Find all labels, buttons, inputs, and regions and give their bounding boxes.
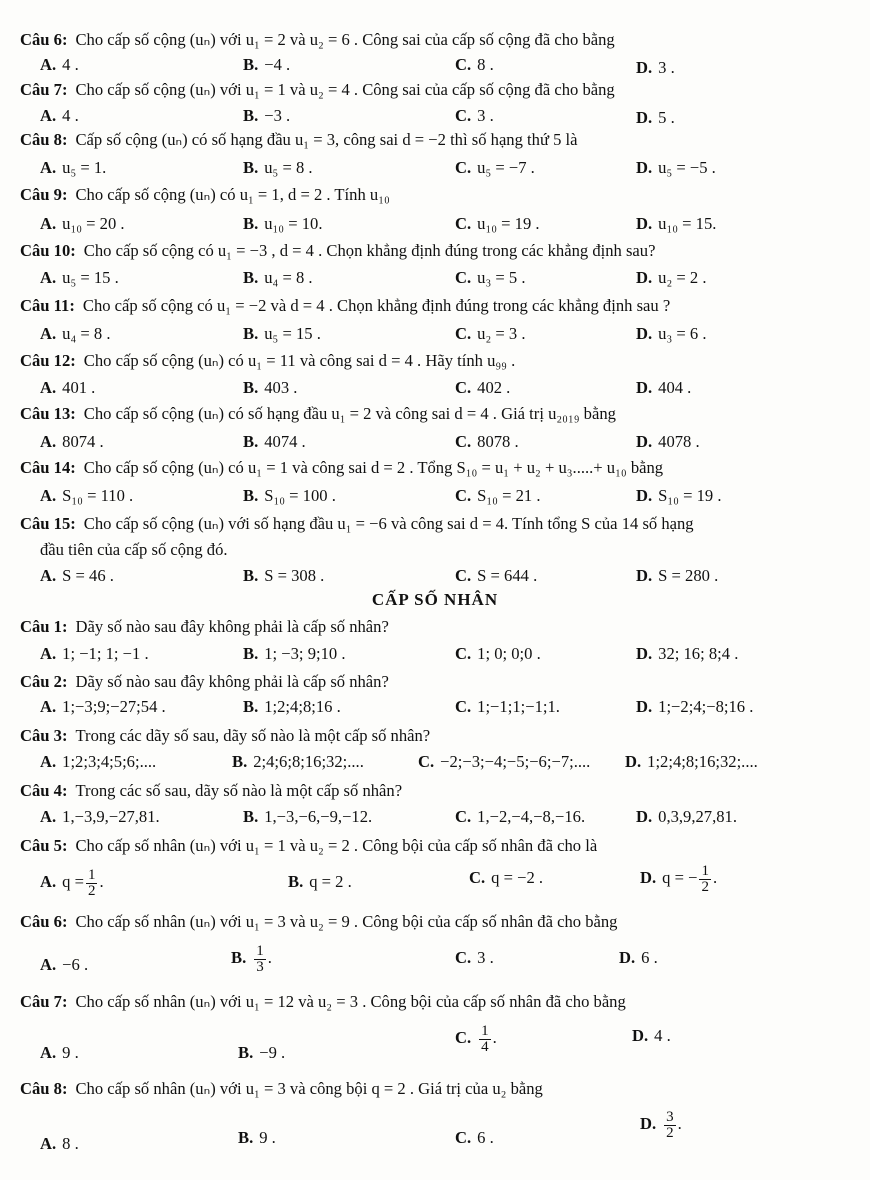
option-c xyxy=(455,486,541,506)
question-stem xyxy=(20,185,856,205)
option-a xyxy=(40,324,110,344)
text: Câu 11: xyxy=(20,296,75,315)
fraction xyxy=(86,868,98,899)
option-c xyxy=(469,868,543,888)
text: Cho cấp số nhân (uₙ) với u₁ = 12 và u₂ = 3 . Công bội của cấp số nhân đã cho bằng xyxy=(75,992,626,1011)
option-label: A. xyxy=(40,324,57,343)
option-label: C. xyxy=(455,486,472,505)
option-c xyxy=(455,158,535,178)
option-label: A. xyxy=(40,807,57,826)
text: Dãy số nào sau đây không phải là cấp số nhân? xyxy=(75,617,389,636)
option-b xyxy=(243,324,321,344)
option-label: B. xyxy=(243,324,259,343)
text: 3 . xyxy=(658,58,675,77)
question-number: Câu 6: xyxy=(20,30,68,49)
option-label: D. xyxy=(636,486,653,505)
text: 4 . xyxy=(62,106,79,125)
text: Cho cấp số cộng (uₙ) với u₁ = 1 và u₂ = 4 . Công sai của cấp số cộng đã cho bằng xyxy=(75,80,615,99)
option-d xyxy=(632,1026,671,1046)
text: q = −2 . xyxy=(491,868,544,887)
text: S₁₀ = 110 . xyxy=(62,486,134,505)
option-c xyxy=(418,752,590,772)
option-label: C. xyxy=(455,566,472,585)
option-d xyxy=(636,108,675,128)
text: S₁₀ = 19 . xyxy=(658,486,722,505)
text: Cho cấp số cộng (uₙ) với số hạng đầu u₁ = −6 và công sai d = 4. Tính tổng S của 14 số hạng xyxy=(83,514,694,533)
option-label: C. xyxy=(455,948,472,967)
text: u₅ = −5 . xyxy=(658,158,716,177)
option-c xyxy=(455,948,494,968)
option-label: D. xyxy=(636,807,653,826)
option-a xyxy=(40,697,166,717)
text: 1;−2;4;−8;16 . xyxy=(658,697,754,716)
option-label: A. xyxy=(40,644,57,663)
option-a xyxy=(40,432,104,452)
text: 1;2;4;8;16 . xyxy=(264,697,341,716)
option-b xyxy=(243,106,290,126)
option-label: D. xyxy=(636,432,653,451)
question-stem xyxy=(20,726,856,746)
option-label: C. xyxy=(455,1028,472,1047)
option-b xyxy=(243,432,306,452)
option-a xyxy=(40,55,79,75)
question-stem xyxy=(20,404,856,424)
text: . xyxy=(677,1114,682,1133)
option-label: C. xyxy=(455,432,472,451)
option-a xyxy=(40,955,88,975)
option-label: B. xyxy=(243,807,259,826)
option-b xyxy=(243,486,336,506)
option-d xyxy=(636,158,716,178)
text: Câu 14: xyxy=(20,458,76,477)
option-label: B. xyxy=(232,752,248,771)
question-stem xyxy=(20,241,856,261)
option-label: C. xyxy=(455,644,472,663)
fraction xyxy=(254,944,266,975)
option-label: B. xyxy=(288,872,304,891)
text: 2;4;6;8;16;32;.... xyxy=(253,752,364,771)
option-label: B. xyxy=(243,644,259,663)
text: 4074 . xyxy=(264,432,306,451)
option-a xyxy=(40,1043,79,1063)
text: 1; −3; 9;10 . xyxy=(264,644,346,663)
option-d xyxy=(636,58,675,78)
option-label: B. xyxy=(243,486,259,505)
option-label: D. xyxy=(636,644,653,663)
text: 9 . xyxy=(259,1128,276,1147)
text: u₁₀ = 20 . xyxy=(62,214,125,233)
text: 1; 0; 0;0 . xyxy=(477,644,541,663)
option-label: D. xyxy=(636,566,653,585)
text: . xyxy=(492,1028,497,1047)
text: S₁₀ = 21 . xyxy=(477,486,541,505)
option-label: C. xyxy=(418,752,435,771)
option-a xyxy=(40,1134,79,1154)
question-stem xyxy=(20,296,856,316)
option-label: D. xyxy=(636,324,653,343)
text: 3 xyxy=(666,1108,674,1125)
text: u₁₀ = 10. xyxy=(264,214,323,233)
option-d xyxy=(636,268,706,288)
text: 6 . xyxy=(641,948,658,967)
option-label: D. xyxy=(640,1114,657,1133)
option-a xyxy=(40,864,104,900)
text: u₂ = 2 . xyxy=(658,268,707,287)
option-b xyxy=(238,1128,276,1148)
option-label: D. xyxy=(640,868,657,887)
text: 5 . xyxy=(658,108,675,127)
option-a xyxy=(40,214,125,234)
text: Câu 2: xyxy=(20,672,68,691)
text: S = 280 . xyxy=(658,566,719,585)
option-b xyxy=(288,872,352,892)
option-b xyxy=(231,940,272,976)
option-label: A. xyxy=(40,214,57,233)
option-a xyxy=(40,807,160,827)
option-label: A. xyxy=(40,697,57,716)
text: Cho cấp số cộng (uₙ) có số hạng đầu u₁ = 2 và công sai d = 4 . Giá trị u₂₀₁₉ bằng xyxy=(83,404,616,423)
text: Câu 12: xyxy=(20,351,76,370)
text: 401 . xyxy=(62,378,96,397)
option-b xyxy=(243,214,322,234)
question-stem xyxy=(20,351,856,371)
text: Cấp số cộng (uₙ) có số hạng đầu u₁ = 3, công sai d = −2 thì số hạng thứ 5 là xyxy=(75,130,578,149)
text: u₄ = 8 . xyxy=(62,324,111,343)
option-d xyxy=(625,752,758,772)
option-label: D. xyxy=(636,58,653,77)
text: 2 xyxy=(701,878,709,895)
text: u₅ = 1. xyxy=(62,158,107,177)
option-label: A. xyxy=(40,566,57,585)
question-stem xyxy=(20,992,856,1012)
text: . xyxy=(99,872,104,891)
text: Câu 8: xyxy=(20,130,68,149)
text: . xyxy=(712,868,718,887)
option-label: B. xyxy=(243,378,259,397)
text: 3 . xyxy=(477,106,494,125)
question-stem xyxy=(20,130,856,150)
option-label: B. xyxy=(231,948,247,967)
option-label: B. xyxy=(243,566,259,585)
option-label: B. xyxy=(243,55,259,74)
text: Cho cấp số nhân (uₙ) với u₁ = 1 và u₂ = 2 . Công bội của cấp số nhân đã cho là xyxy=(75,836,598,855)
option-label: C. xyxy=(455,807,472,826)
option-label: B. xyxy=(243,214,259,233)
text: 8078 . xyxy=(477,432,519,451)
option-label: A. xyxy=(40,955,57,974)
option-a xyxy=(40,566,114,586)
text: u₅ = 8 . xyxy=(264,158,313,177)
option-label: D. xyxy=(636,378,653,397)
option-b xyxy=(243,566,324,586)
option-label: D. xyxy=(632,1026,649,1045)
option-b xyxy=(243,55,290,75)
option-label: C. xyxy=(455,158,472,177)
text: 1 xyxy=(701,862,709,879)
text: Câu 5: xyxy=(20,836,68,855)
text: 2 xyxy=(87,882,96,899)
text: q = 2 . xyxy=(309,872,352,891)
option-label: A. xyxy=(40,55,57,74)
text: 1;−3;9;−27;54 . xyxy=(62,697,166,716)
option-label: A. xyxy=(40,378,57,397)
option-label: B. xyxy=(243,697,259,716)
option-label: D. xyxy=(636,214,653,233)
option-d xyxy=(636,644,738,664)
option-d xyxy=(636,697,753,717)
option-a xyxy=(40,158,106,178)
text: 4 . xyxy=(62,55,79,74)
text: 2 xyxy=(666,1124,674,1141)
option-label: D. xyxy=(636,268,653,287)
option-label: A. xyxy=(40,432,57,451)
text: u₃ = 6 . xyxy=(658,324,707,343)
option-c xyxy=(455,644,541,664)
option-c xyxy=(455,324,525,344)
text: Câu 10: xyxy=(20,241,76,260)
text: . xyxy=(267,948,272,967)
question-stem xyxy=(20,1079,856,1099)
option-c xyxy=(455,1128,494,1148)
option-label: C. xyxy=(469,868,486,887)
option-label: D. xyxy=(636,108,653,127)
option-b xyxy=(238,1043,285,1063)
text: Cho cấp số nhân (uₙ) với u₁ = 3 và u₂ = 9 . Công bội của cấp số nhân đã cho bằng xyxy=(75,912,618,931)
question-stem xyxy=(20,458,856,478)
text: u₄ = 8 . xyxy=(264,268,313,287)
option-label: A. xyxy=(40,872,57,891)
text: Câu 1: xyxy=(20,617,68,636)
option-label: A. xyxy=(40,1043,57,1062)
text: Trong các dãy số sau, dãy số nào là một cấp số nhân? xyxy=(75,726,431,745)
text: Cho cấp số cộng có u₁ = −3 , d = 4 . Chọn khẳng định đúng trong các khẳng định sau? xyxy=(83,241,656,260)
question-stem xyxy=(20,672,856,692)
option-a xyxy=(40,268,119,288)
text: u₁₀ = 19 . xyxy=(477,214,540,233)
option-d xyxy=(636,214,716,234)
text: u₅ = −7 . xyxy=(477,158,535,177)
fraction xyxy=(699,864,711,895)
option-c xyxy=(455,55,494,75)
text: q = − xyxy=(662,868,698,887)
option-d xyxy=(636,486,722,506)
option-label: A. xyxy=(40,158,57,177)
option-label: A. xyxy=(40,106,57,125)
question-stem xyxy=(20,912,856,932)
text: 1;2;4;8;16;32;.... xyxy=(647,752,758,771)
text: u₅ = 15 . xyxy=(264,324,321,343)
option-c xyxy=(455,432,519,452)
text: −4 . xyxy=(264,55,291,74)
text: 3 xyxy=(256,958,264,975)
option-d xyxy=(636,807,737,827)
text: 1 xyxy=(481,1022,489,1039)
option-d xyxy=(636,566,718,586)
text: Câu 8: xyxy=(20,1079,68,1098)
option-label: D. xyxy=(625,752,642,771)
option-c xyxy=(455,378,510,398)
text: Cho cấp số cộng có u₁ = −2 và d = 4 . Chọn khẳng định đúng trong các khẳng định sau ? xyxy=(82,296,671,315)
option-label: A. xyxy=(40,486,57,505)
option-label: C. xyxy=(455,1128,472,1147)
question-stem xyxy=(20,30,856,50)
option-b xyxy=(243,697,341,717)
question-stem xyxy=(20,514,856,534)
text: 4078 . xyxy=(658,432,700,451)
option-label: D. xyxy=(636,158,653,177)
fraction xyxy=(664,1110,676,1141)
option-label: A. xyxy=(40,1134,57,1153)
option-label: C. xyxy=(455,324,472,343)
option-c xyxy=(455,697,560,717)
option-label: C. xyxy=(455,214,472,233)
option-a xyxy=(40,644,149,664)
text: 1,−3,−6,−9,−12. xyxy=(264,807,373,826)
text: S = 46 . xyxy=(62,566,114,585)
text: u₅ = 15 . xyxy=(62,268,119,287)
text: Câu 4: xyxy=(20,781,68,800)
text: −9 . xyxy=(259,1043,286,1062)
option-label: C. xyxy=(455,268,472,287)
text: Dãy số nào sau đây không phải là cấp số nhân? xyxy=(75,672,389,691)
text: 1,−3,9,−27,81. xyxy=(62,807,160,826)
option-b xyxy=(243,158,313,178)
option-b xyxy=(243,644,346,664)
text: 402 . xyxy=(477,378,511,397)
text: 1 xyxy=(87,866,96,883)
text: 1;2;3;4;5;6;.... xyxy=(62,752,157,771)
text: q = xyxy=(62,872,84,891)
option-label: B. xyxy=(238,1128,254,1147)
option-c xyxy=(455,268,525,288)
option-d xyxy=(636,324,706,344)
option-d xyxy=(636,432,700,452)
text: u₂ = 3 . xyxy=(477,324,526,343)
text: Trong các số sau, dãy số nào là một cấp số nhân? xyxy=(75,781,403,800)
option-b xyxy=(232,752,364,772)
text: Câu 6: xyxy=(20,912,68,931)
option-label: B. xyxy=(243,158,259,177)
question-stem xyxy=(20,617,856,637)
text: 1,−2,−4,−8,−16. xyxy=(477,807,586,826)
question-stem xyxy=(20,781,856,801)
text: −6 . xyxy=(62,955,89,974)
text: 6 . xyxy=(477,1128,494,1147)
text: u₁₀ = 15. xyxy=(658,214,717,233)
question-stem xyxy=(20,80,856,100)
text: 8074 . xyxy=(62,432,104,451)
text: 32; 16; 8;4 . xyxy=(658,644,739,663)
text: −3 . xyxy=(264,106,291,125)
question-stem-continued: đầu tiên của cấp số cộng đó. xyxy=(40,540,228,559)
option-label: A. xyxy=(40,268,57,287)
text: 1; −1; 1; −1 . xyxy=(62,644,149,663)
text: Câu 7: xyxy=(20,992,68,1011)
text: 0,3,9,27,81. xyxy=(658,807,737,826)
text: 8 . xyxy=(477,55,494,74)
text: Câu 7: xyxy=(20,80,68,99)
option-label: C. xyxy=(455,106,472,125)
text: 4 xyxy=(481,1038,489,1055)
text: Cho cấp số nhân (uₙ) với u₁ = 3 và công bội q = 2 . Giá trị của u₂ bằng xyxy=(75,1079,543,1098)
text: Cho cấp số cộng (uₙ) có u₁ = 1, d = 2 . Tính u₁₀ xyxy=(75,185,390,204)
option-c xyxy=(455,106,494,126)
text: 1 xyxy=(256,942,264,959)
text: 403 . xyxy=(264,378,298,397)
text: 404 . xyxy=(658,378,692,397)
text: Câu 9: xyxy=(20,185,68,204)
option-c xyxy=(455,807,585,827)
option-a xyxy=(40,486,133,506)
text: 4 . xyxy=(654,1026,671,1045)
option-d xyxy=(619,948,658,968)
option-label: A. xyxy=(40,752,57,771)
text: Câu 15: xyxy=(20,514,76,533)
option-c xyxy=(455,214,540,234)
fraction xyxy=(479,1024,491,1055)
option-label: B. xyxy=(243,432,259,451)
text: 8 . xyxy=(62,1134,79,1153)
text: −2;−3;−4;−5;−6;−7;.... xyxy=(440,752,591,771)
text: S = 644 . xyxy=(477,566,538,585)
text: S₁₀ = 100 . xyxy=(264,486,336,505)
text: 1;−1;1;−1;1. xyxy=(477,697,560,716)
text: 9 . xyxy=(62,1043,79,1062)
option-b xyxy=(243,268,313,288)
text: Câu 13: xyxy=(20,404,76,423)
text: Cho cấp số cộng (uₙ) có u₁ = 11 và công sai d = 4 . Hãy tính u₉₉ . xyxy=(83,351,516,370)
question-text: Cho cấp số cộng (uₙ) với u₁ = 2 và u₂ = 6 . Công sai của cấp số cộng đã cho bằng xyxy=(75,30,615,49)
text: S = 308 . xyxy=(264,566,325,585)
option-label: B. xyxy=(243,268,259,287)
option-c xyxy=(455,1020,497,1056)
option-label: C. xyxy=(455,55,472,74)
option-b xyxy=(243,807,372,827)
option-label: D. xyxy=(636,697,653,716)
option-d xyxy=(640,860,717,896)
option-label: C. xyxy=(455,378,472,397)
option-a xyxy=(40,752,156,772)
option-b xyxy=(243,378,297,398)
question-stem xyxy=(20,836,856,856)
text: Cho cấp số cộng (uₙ) có u₁ = 1 và công sai d = 2 . Tổng S₁₀ = u₁ + u₂ + u₃.....+ u₁₀ bằng xyxy=(83,458,664,477)
option-label: B. xyxy=(238,1043,254,1062)
option-label: D. xyxy=(619,948,636,967)
option-a xyxy=(40,378,95,398)
text: u₃ = 5 . xyxy=(477,268,526,287)
section-title: CẤP SỐ NHÂN xyxy=(371,590,499,609)
option-label: B. xyxy=(243,106,259,125)
text: Câu 3: xyxy=(20,726,68,745)
option-label: C. xyxy=(455,697,472,716)
text: 3 . xyxy=(477,948,494,967)
option-c xyxy=(455,566,537,586)
option-d xyxy=(640,1106,682,1142)
option-d xyxy=(636,378,691,398)
option-a xyxy=(40,106,79,126)
